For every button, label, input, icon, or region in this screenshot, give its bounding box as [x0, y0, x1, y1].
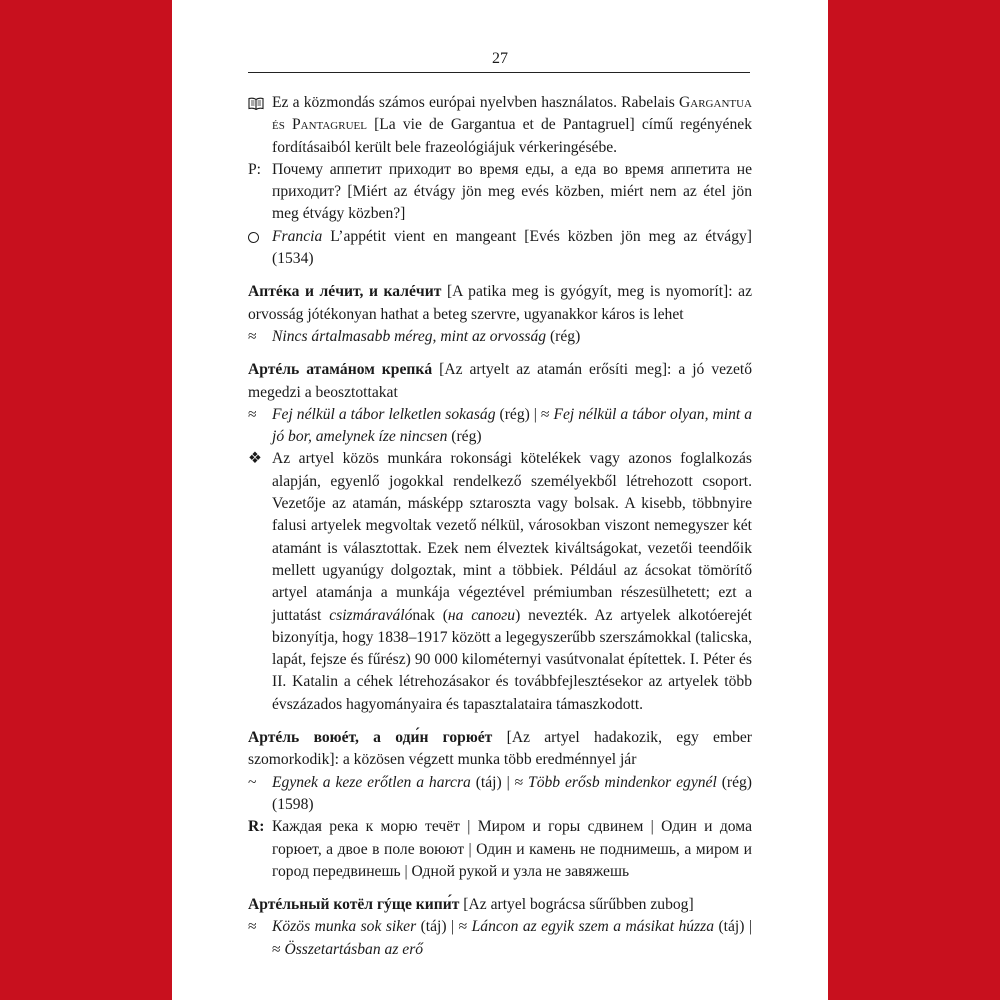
approx-marker: ≈: [248, 918, 257, 936]
gloss: [Az artyelt az atamán erősíti meg]: a jó vezető megedzi a beosztottakat: [248, 361, 753, 401]
entry-line: [248, 404, 752, 449]
entry-line: [248, 448, 752, 716]
italic-text: Egynek a keze erőtlen a harcra: [272, 773, 471, 791]
text-run: (rég): [546, 327, 581, 345]
italic-text: Összetartásban az erő: [284, 940, 424, 958]
entry-line: [248, 159, 752, 226]
italic-text: Francia: [272, 227, 323, 245]
gloss: [Az artyel bográcsa sűrűbben zubog]: [459, 896, 694, 914]
italic-text: Közös munka sok siker: [272, 918, 417, 936]
entry-line: [248, 226, 752, 271]
header-rule: [248, 72, 750, 73]
italic-text: csizmáraváló: [329, 606, 413, 624]
circle-icon: [248, 226, 270, 248]
entry-headword-line: [248, 727, 752, 772]
entry-headword-line: [248, 359, 752, 404]
headword: Артéль воюéт, а оди́н горюéт: [248, 729, 493, 747]
entry-headword-line: [248, 281, 752, 326]
text-run: nak (: [412, 606, 448, 624]
text-run: (táj) | ≈: [272, 918, 752, 958]
headword: Артéль атамáном крепкá: [248, 361, 433, 379]
tilde-marker: ~: [248, 773, 257, 791]
entry-line: [248, 92, 752, 159]
headword: Аптéка и лéчит, и калéчит: [248, 283, 442, 301]
dictionary-content: [248, 92, 752, 961]
text-run: (rég) | ≈: [495, 405, 554, 423]
book-page: [172, 0, 828, 1000]
headword: Артéльный котёл гýще кипи́т: [248, 896, 460, 914]
entry-line: [248, 816, 752, 883]
small-caps-text: Gargantua és Pantagruel: [272, 94, 752, 134]
entry-line: [248, 916, 752, 961]
text-run: Az artyel közös munkára rokonsági kötelékek vagy azonos foglalkozás alapján, egyenlő jogokkal rendelkező személyekből létrehozott csoport. Vezetője az atamán, másképp sztaroszta vagy bolsak. A kisebb, többnyire falusi artyelek megvoltak vezető nélkül, városokban viszont nemegyszer két atamánt is választottak. Ezek nem élveztek kiváltságokat, vezetői teendőik mellett ugyanúgy dolgoztak, mint a többiek. Például az ácsokat tömörítő artyel atamánja a munkája végeztével prémiumban részesülhetett; ezt a juttatást: [272, 450, 752, 624]
gloss: [A patika meg is gyógyít, meg is nyomorít]: az orvosság jótékonyan hathat a beteg szervre, ugyanakkor káros is lehet: [248, 283, 753, 323]
entry-line: [248, 772, 752, 817]
approx-marker: ≈: [248, 327, 257, 345]
text-run: (táj) | ≈: [416, 918, 472, 936]
approx-marker: ≈: [248, 405, 257, 423]
text-run: (rég): [447, 428, 482, 446]
italic-text: на сапоги: [447, 606, 516, 624]
italic-text: Több erősb mindenkor egynél: [528, 773, 717, 791]
text-run: L’appétit vient en mangeant [Evés közben jön meg az étvágy] (1534): [272, 227, 752, 268]
label-p: P:: [248, 160, 262, 178]
italic-text: Fej nélkül a tábor olyan, mint a jó bor, amelynek íze nincsen: [272, 405, 752, 446]
text-run: Каждая река к морю течёт | Миром и горы сдвинем | Один и дома горюет, а двое в поле воюют | Один и камень не поднимешь, а миром и город передвинешь | Одной рукой и узла не завяжешь: [272, 818, 752, 880]
italic-text: Nincs ártalmasabb méreg, mint az orvosság: [272, 327, 547, 345]
entry-line: [248, 326, 752, 348]
italic-text: Láncon az egyik szem a másikat húzza: [471, 918, 714, 936]
text-run: ) nevezték. Az artyelek alkotóerejét bizonyítja, hogy 1838–1917 között a legegyszerűbb szerszámokkal (talicska, lapát, fejsze és fűrész) 90 000 kilométernyi vasútvonalat építettek. I. Péter és II. Katalin a céhek létrehozásakor és továbbfejlesztésekor az artyelek több évszázados hagyományaira és tapasztalataira támaszkodott.: [272, 606, 752, 713]
diamond-bullet-icon: ❖: [248, 450, 262, 468]
text-run: (táj) | ≈: [470, 773, 529, 791]
page-number: 27: [492, 50, 508, 67]
italic-text: Fej nélkül a tábor lelketlen sokaság: [272, 405, 496, 423]
text-run: Ez a közmondás számos európai nyelvben használatos. Rabelais: [272, 94, 680, 111]
label-r: R:: [248, 818, 265, 836]
book-icon: [248, 92, 270, 114]
entry-headword-line: [248, 894, 752, 916]
text-run: Почему аппетит приходит во время еды, а еда во время аппетита не приходит? [Miért az étvágy jön meg evés közben, miért nem az étel jön meg étvágy közben?]: [272, 160, 752, 223]
text-run: (rég) (1598): [272, 773, 753, 813]
gloss: [Az artyel hadakozik, egy ember szomorkodik]: a közösen végzett munka több eredménnyel jár: [248, 729, 752, 769]
text-run: [La vie de Gargantua et de Pantagruel] című regényének fordításaiból került bele frazeológiájuk vérkeringésébe.: [272, 116, 752, 156]
